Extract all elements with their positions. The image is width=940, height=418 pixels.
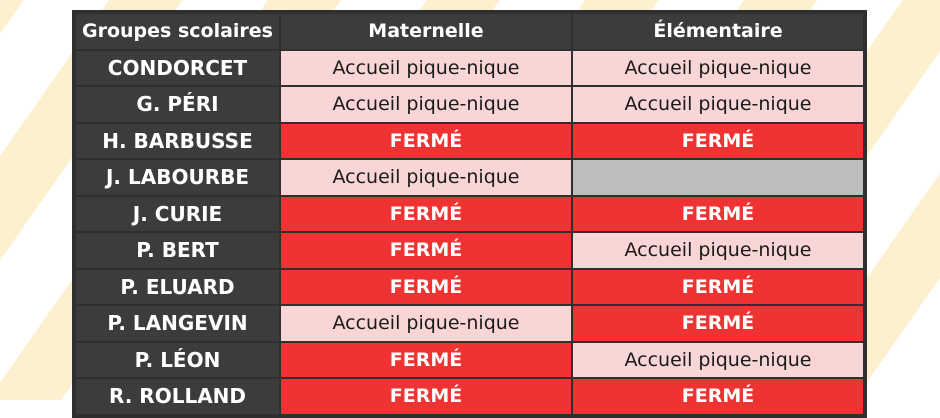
table-row	[76, 160, 863, 195]
table-row	[76, 51, 863, 86]
table-row	[76, 87, 863, 122]
maternelle-status-cell: FERMÉ	[281, 124, 571, 159]
header-maternelle: Maternelle	[281, 14, 571, 49]
elementaire-status-cell	[573, 160, 863, 195]
maternelle-status-cell: FERMÉ	[281, 343, 571, 378]
school-name-cell: H. BARBUSSE	[76, 124, 279, 159]
maternelle-status-cell: Accueil pique-nique	[281, 306, 571, 341]
school-name-cell: R. ROLLAND	[76, 379, 279, 414]
maternelle-status-cell: Accueil pique-nique	[281, 51, 571, 86]
maternelle-status-cell: FERMÉ	[281, 233, 571, 268]
elementaire-status-cell: Accueil pique-nique	[573, 87, 863, 122]
maternelle-status-cell: FERMÉ	[281, 197, 571, 232]
table-row	[76, 343, 863, 378]
elementaire-status-cell: FERMÉ	[573, 306, 863, 341]
elementaire-status-cell: FERMÉ	[573, 270, 863, 305]
table-row	[76, 379, 863, 414]
maternelle-status-cell: FERMÉ	[281, 270, 571, 305]
school-name-cell: P. LANGEVIN	[76, 306, 279, 341]
maternelle-status-cell: FERMÉ	[281, 379, 571, 414]
school-name-cell: J. CURIE	[76, 197, 279, 232]
school-name-cell: P. ELUARD	[76, 270, 279, 305]
table-row	[76, 124, 863, 159]
maternelle-status-cell: Accueil pique-nique	[281, 160, 571, 195]
table-row	[76, 306, 863, 341]
school-name-cell: G. PÉRI	[76, 87, 279, 122]
table-header-row	[76, 14, 863, 49]
schools-table	[74, 12, 865, 416]
school-name-cell: CONDORCET	[76, 51, 279, 86]
elementaire-status-cell: FERMÉ	[573, 379, 863, 414]
table-row	[76, 233, 863, 268]
table-row	[76, 270, 863, 305]
school-name-cell: P. BERT	[76, 233, 279, 268]
elementaire-status-cell: FERMÉ	[573, 124, 863, 159]
table-body	[76, 51, 863, 414]
header-groupes-scolaires: Groupes scolaires	[76, 14, 279, 49]
elementaire-status-cell: Accueil pique-nique	[573, 233, 863, 268]
school-name-cell: P. LÉON	[76, 343, 279, 378]
table-row	[76, 197, 863, 232]
elementaire-status-cell: FERMÉ	[573, 197, 863, 232]
maternelle-status-cell: Accueil pique-nique	[281, 87, 571, 122]
header-elementaire: Élémentaire	[573, 14, 863, 49]
elementaire-status-cell: Accueil pique-nique	[573, 51, 863, 86]
elementaire-status-cell: Accueil pique-nique	[573, 343, 863, 378]
school-name-cell: J. LABOURBE	[76, 160, 279, 195]
schools-table-container	[72, 10, 867, 418]
